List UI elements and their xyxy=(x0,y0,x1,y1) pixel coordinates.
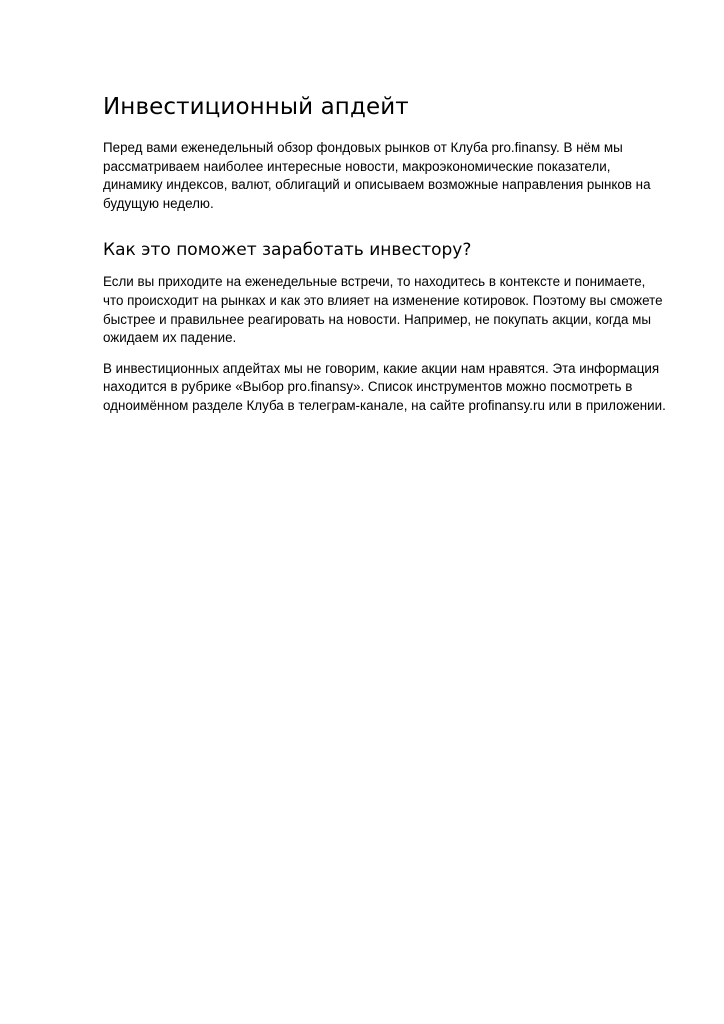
paragraph-line: одноимённом разделе Клуба в телеграм-канале, на сайте profinansy.ru или в приложении. xyxy=(103,397,666,413)
intro-line: будущую неделю. xyxy=(103,195,214,211)
section-paragraph-1 xyxy=(103,273,663,347)
paragraph-line: что происходит на рынках и как это влияет на изменение котировок. Поэтому вы сможете xyxy=(103,292,663,308)
document-title: Инвестиционный апдейт xyxy=(103,94,409,120)
paragraph-line: В инвестиционных апдейтах мы не говорим, какие акции нам нравятся. Эта информация xyxy=(103,360,660,376)
intro-paragraph xyxy=(103,139,663,213)
intro-line: рассматриваем наиболее интересные новости, макроэкономические показатели, xyxy=(103,158,611,174)
paragraph-line: быстрее и правильнее реагировать на новости. Например, не покупать акции, когда мы xyxy=(103,311,651,327)
paragraph-line: Если вы приходите на еженедельные встречи, то находитесь в контексте и понимаете, xyxy=(103,274,646,290)
paragraph-line: находится в рубрике «Выбор pro.finansy». Список инструментов можно посмотреть в xyxy=(103,379,633,395)
section-paragraph-2 xyxy=(103,360,666,416)
document-page xyxy=(103,93,666,428)
paragraph-line: ожидаем их падение. xyxy=(103,330,237,346)
section-heading: Как это поможет заработать инвестору? xyxy=(103,240,472,261)
intro-line: динамику индексов, валют, облигаций и описываем возможные направления рынков на xyxy=(103,177,651,193)
intro-line: Перед вами еженедельный обзор фондовых рынков от Клуба pro.finansy. В нём мы xyxy=(103,140,623,155)
